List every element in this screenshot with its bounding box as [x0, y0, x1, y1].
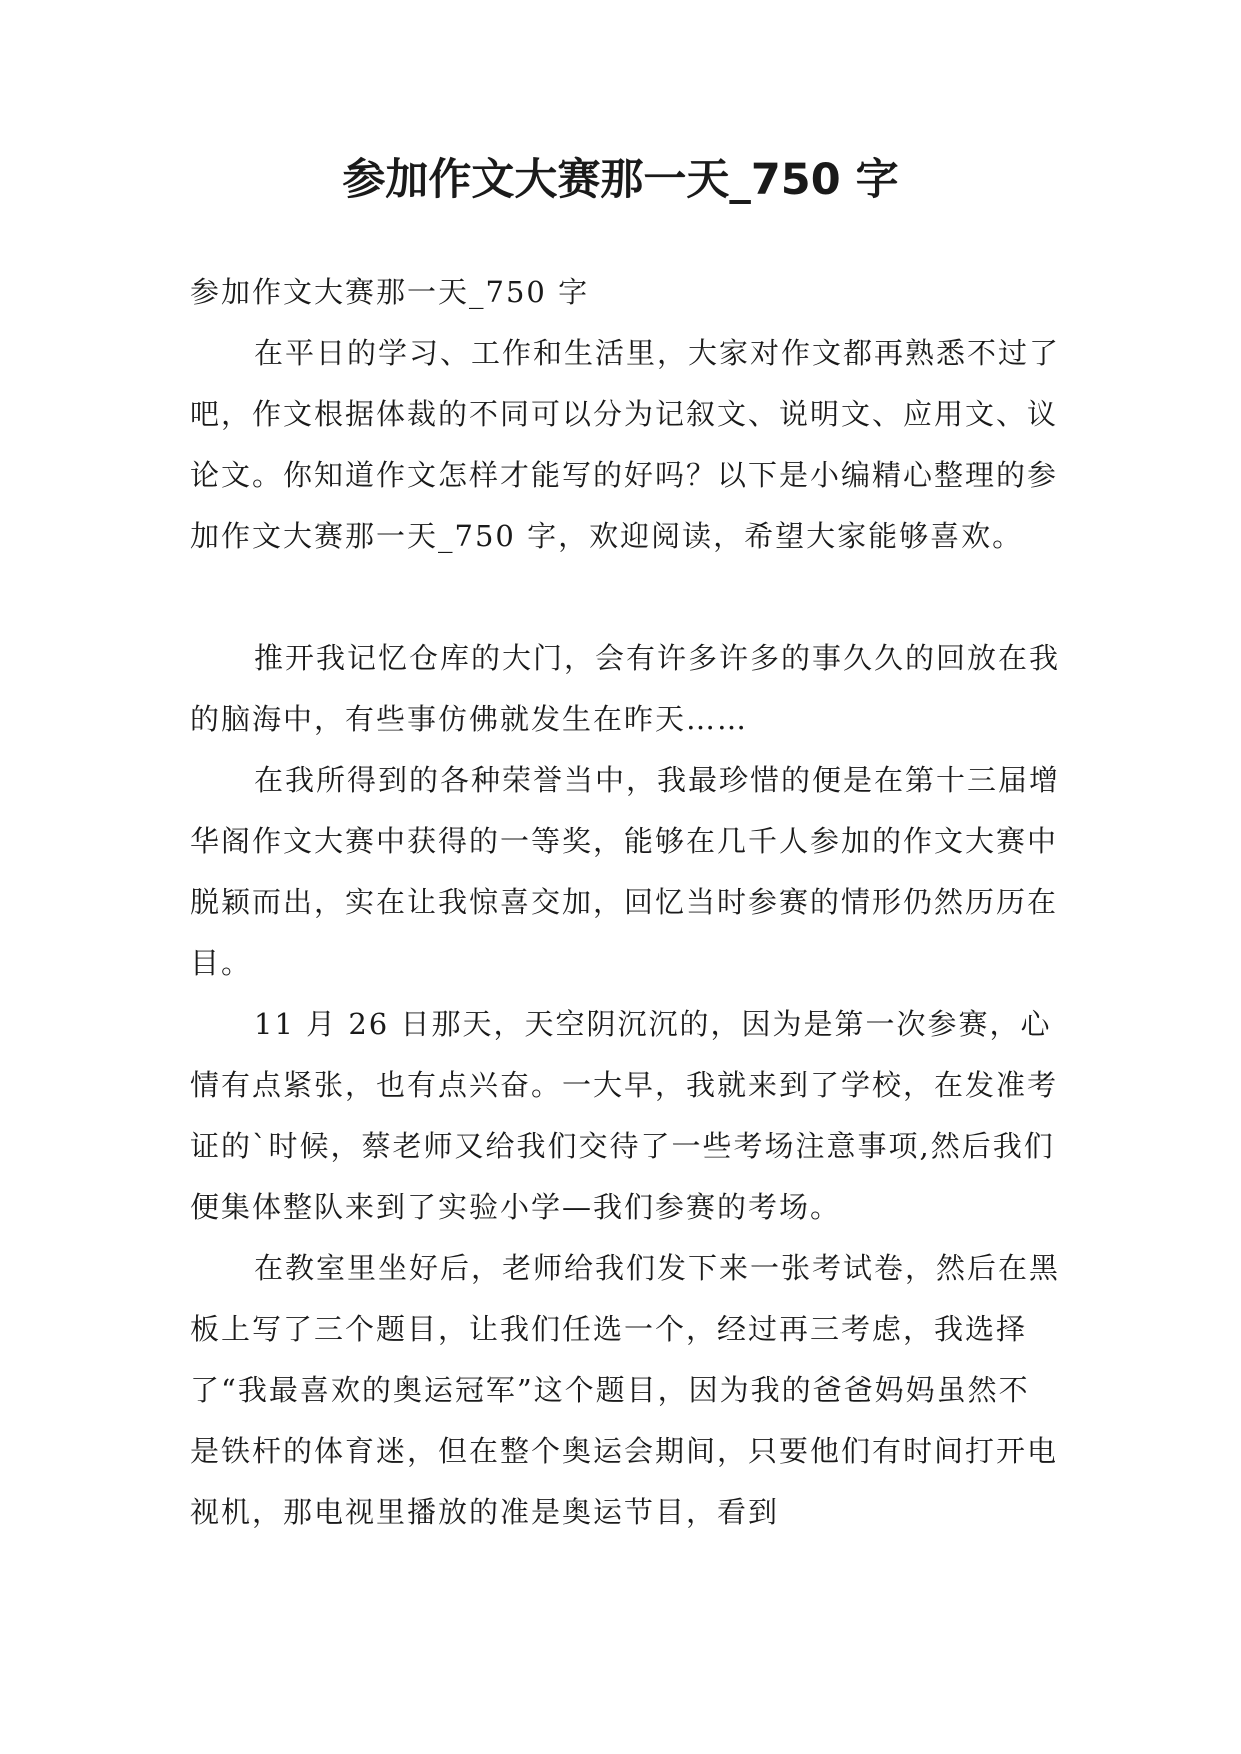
paragraph-spacer [190, 567, 1060, 628]
paragraph-3: 11 月 26 日那天，天空阴沉沉的，因为是第一次参赛，心情有点紧张，也有点兴奋。一大早，我就来到了学校，在发准考证的`时候，蔡老师又给我们交待了一些考场注意事项,然后我们便集体整队来到了实验小学—我们参赛的考场。 [190, 1007, 1059, 1224]
intro-paragraph: 在平日的学习、工作和生活里，大家对作文都再熟悉不过了吧，作文根据体裁的不同可以分为记叙文、说明文、应用文、议论文。你知道作文怎样才能写的好吗？以下是小编精心整理的参加作文大赛那一天_750 字，欢迎阅读，希望大家能够喜欢。 [190, 336, 1061, 553]
paragraph-2: 在我所得到的各种荣誉当中，我最珍惜的便是在第十三届增华阁作文大赛中获得的一等奖，能够在几千人参加的作文大赛中脱颖而出，实在让我惊喜交加，回忆当时参赛的情形仍然历历在目。 [190, 763, 1061, 980]
page-title: 参加作文大赛那一天_750 字 [342, 155, 899, 205]
article-body [190, 262, 1060, 1543]
paragraph-1: 推开我记忆仓库的大门，会有许多许多的事久久的回放在我的脑海中，有些事仿佛就发生在昨天…… [190, 641, 1061, 736]
paragraph-4: 在教室里坐好后，老师给我们发下来一张考试卷，然后在黑板上写了三个题目，让我们任选一个，经过再三考虑，我选择了“我最喜欢的奥运冠军”这个题目，因为我的爸爸妈妈虽然不是铁杆的体育迷，但在整个奥运会期间，只要他们有时间打开电视机，那电视里播放的准是奥运节目，看到 [190, 1251, 1061, 1529]
article-subtitle: 参加作文大赛那一天_750 字 [190, 275, 590, 309]
